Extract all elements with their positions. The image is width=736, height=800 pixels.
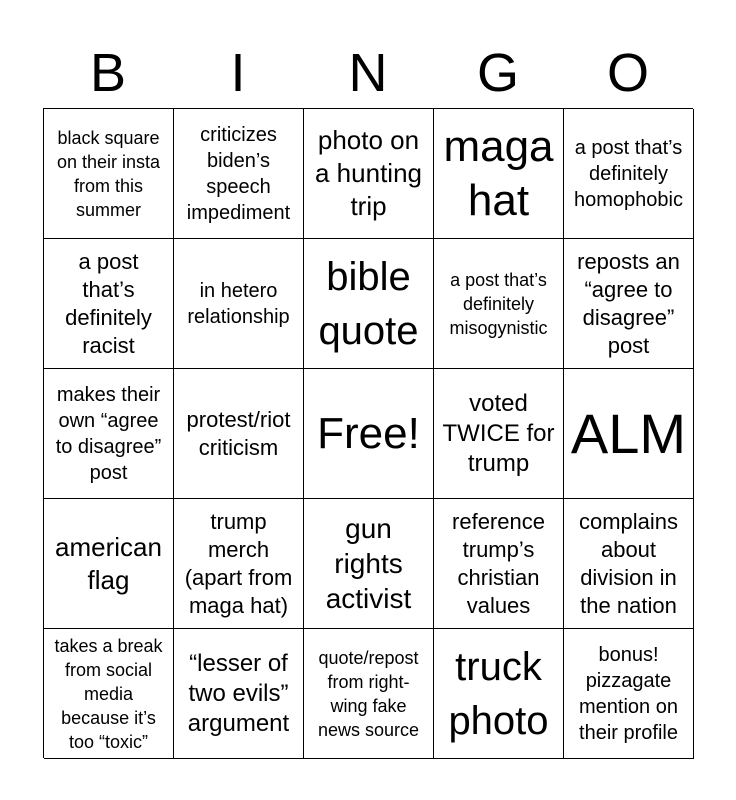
cell-text: american flag: [55, 531, 162, 595]
bingo-cell[interactable]: [174, 499, 304, 629]
bingo-cell[interactable]: [564, 629, 694, 759]
cell-text: a post that’s definitely homophobic: [574, 136, 683, 211]
cell-text: bonus! pizzagate mention on their profile: [579, 643, 678, 744]
cell-text: gun rights activist: [325, 513, 412, 614]
cell-text: trump merch (apart from maga hat): [184, 508, 293, 618]
bingo-cell[interactable]: [44, 369, 174, 499]
cell-text: reference trump’s christian values: [452, 508, 545, 618]
bingo-cell[interactable]: [174, 629, 304, 759]
cell-text: in hetero relationship: [187, 279, 290, 328]
bingo-cell[interactable]: [434, 499, 564, 629]
cell-text: protest/riot criticism: [186, 406, 291, 460]
header-letter-g: G: [476, 43, 519, 103]
bingo-header: [43, 38, 693, 108]
cell-text: bible quote: [318, 254, 419, 353]
bingo-cell[interactable]: [434, 239, 564, 369]
cell-text: makes their own “agree to disagree” post: [55, 383, 162, 484]
bingo-cell[interactable]: [304, 499, 434, 629]
header-letter-b: B: [89, 43, 127, 103]
bingo-cell[interactable]: [304, 109, 434, 239]
bingo-cell[interactable]: [434, 109, 564, 239]
cell-text: reposts an “agree to disagree” post: [577, 248, 680, 358]
free-space-text: Free!: [317, 408, 420, 458]
cell-text: complains about division in the nation: [578, 508, 679, 618]
bingo-cell[interactable]: [304, 629, 434, 759]
bingo-cell[interactable]: [564, 369, 694, 499]
header-letter-o: O: [606, 43, 649, 103]
cell-text: truck photo: [448, 644, 549, 743]
cell-text: “lesser of two evils” argument: [187, 649, 290, 737]
bingo-cell[interactable]: [564, 239, 694, 369]
cell-text: quote/repost from right-wing fake news source: [317, 647, 420, 740]
bingo-cell[interactable]: [304, 239, 434, 369]
cell-text: photo on a hunting trip: [315, 125, 422, 221]
free-space-cell[interactable]: [304, 369, 434, 499]
bingo-board: [43, 108, 693, 758]
bingo-cell[interactable]: [564, 499, 694, 629]
cell-text: criticizes biden’s speech impediment: [186, 123, 291, 224]
cell-text: takes a break from social media because it’s too “toxic”: [54, 635, 163, 752]
header-letter-n: N: [348, 43, 388, 103]
bingo-cell[interactable]: [174, 369, 304, 499]
cell-text: a post that’s definitely misogynistic: [449, 269, 548, 338]
header-letter-i: I: [230, 43, 246, 103]
bingo-cell[interactable]: [434, 369, 564, 499]
bingo-cell[interactable]: [44, 239, 174, 369]
cell-text: voted TWICE for trump: [442, 389, 555, 477]
cell-text: black square on their insta from this summer: [56, 127, 161, 220]
bingo-cell[interactable]: [44, 109, 174, 239]
cell-text: ALM: [570, 401, 687, 465]
bingo-cell[interactable]: [44, 629, 174, 759]
bingo-cell[interactable]: [174, 239, 304, 369]
bingo-cell[interactable]: [564, 109, 694, 239]
bingo-cell[interactable]: [434, 629, 564, 759]
bingo-cell[interactable]: [44, 499, 174, 629]
cell-text: maga hat: [443, 121, 554, 225]
cell-text: a post that’s definitely racist: [65, 248, 152, 358]
bingo-cell[interactable]: [174, 109, 304, 239]
